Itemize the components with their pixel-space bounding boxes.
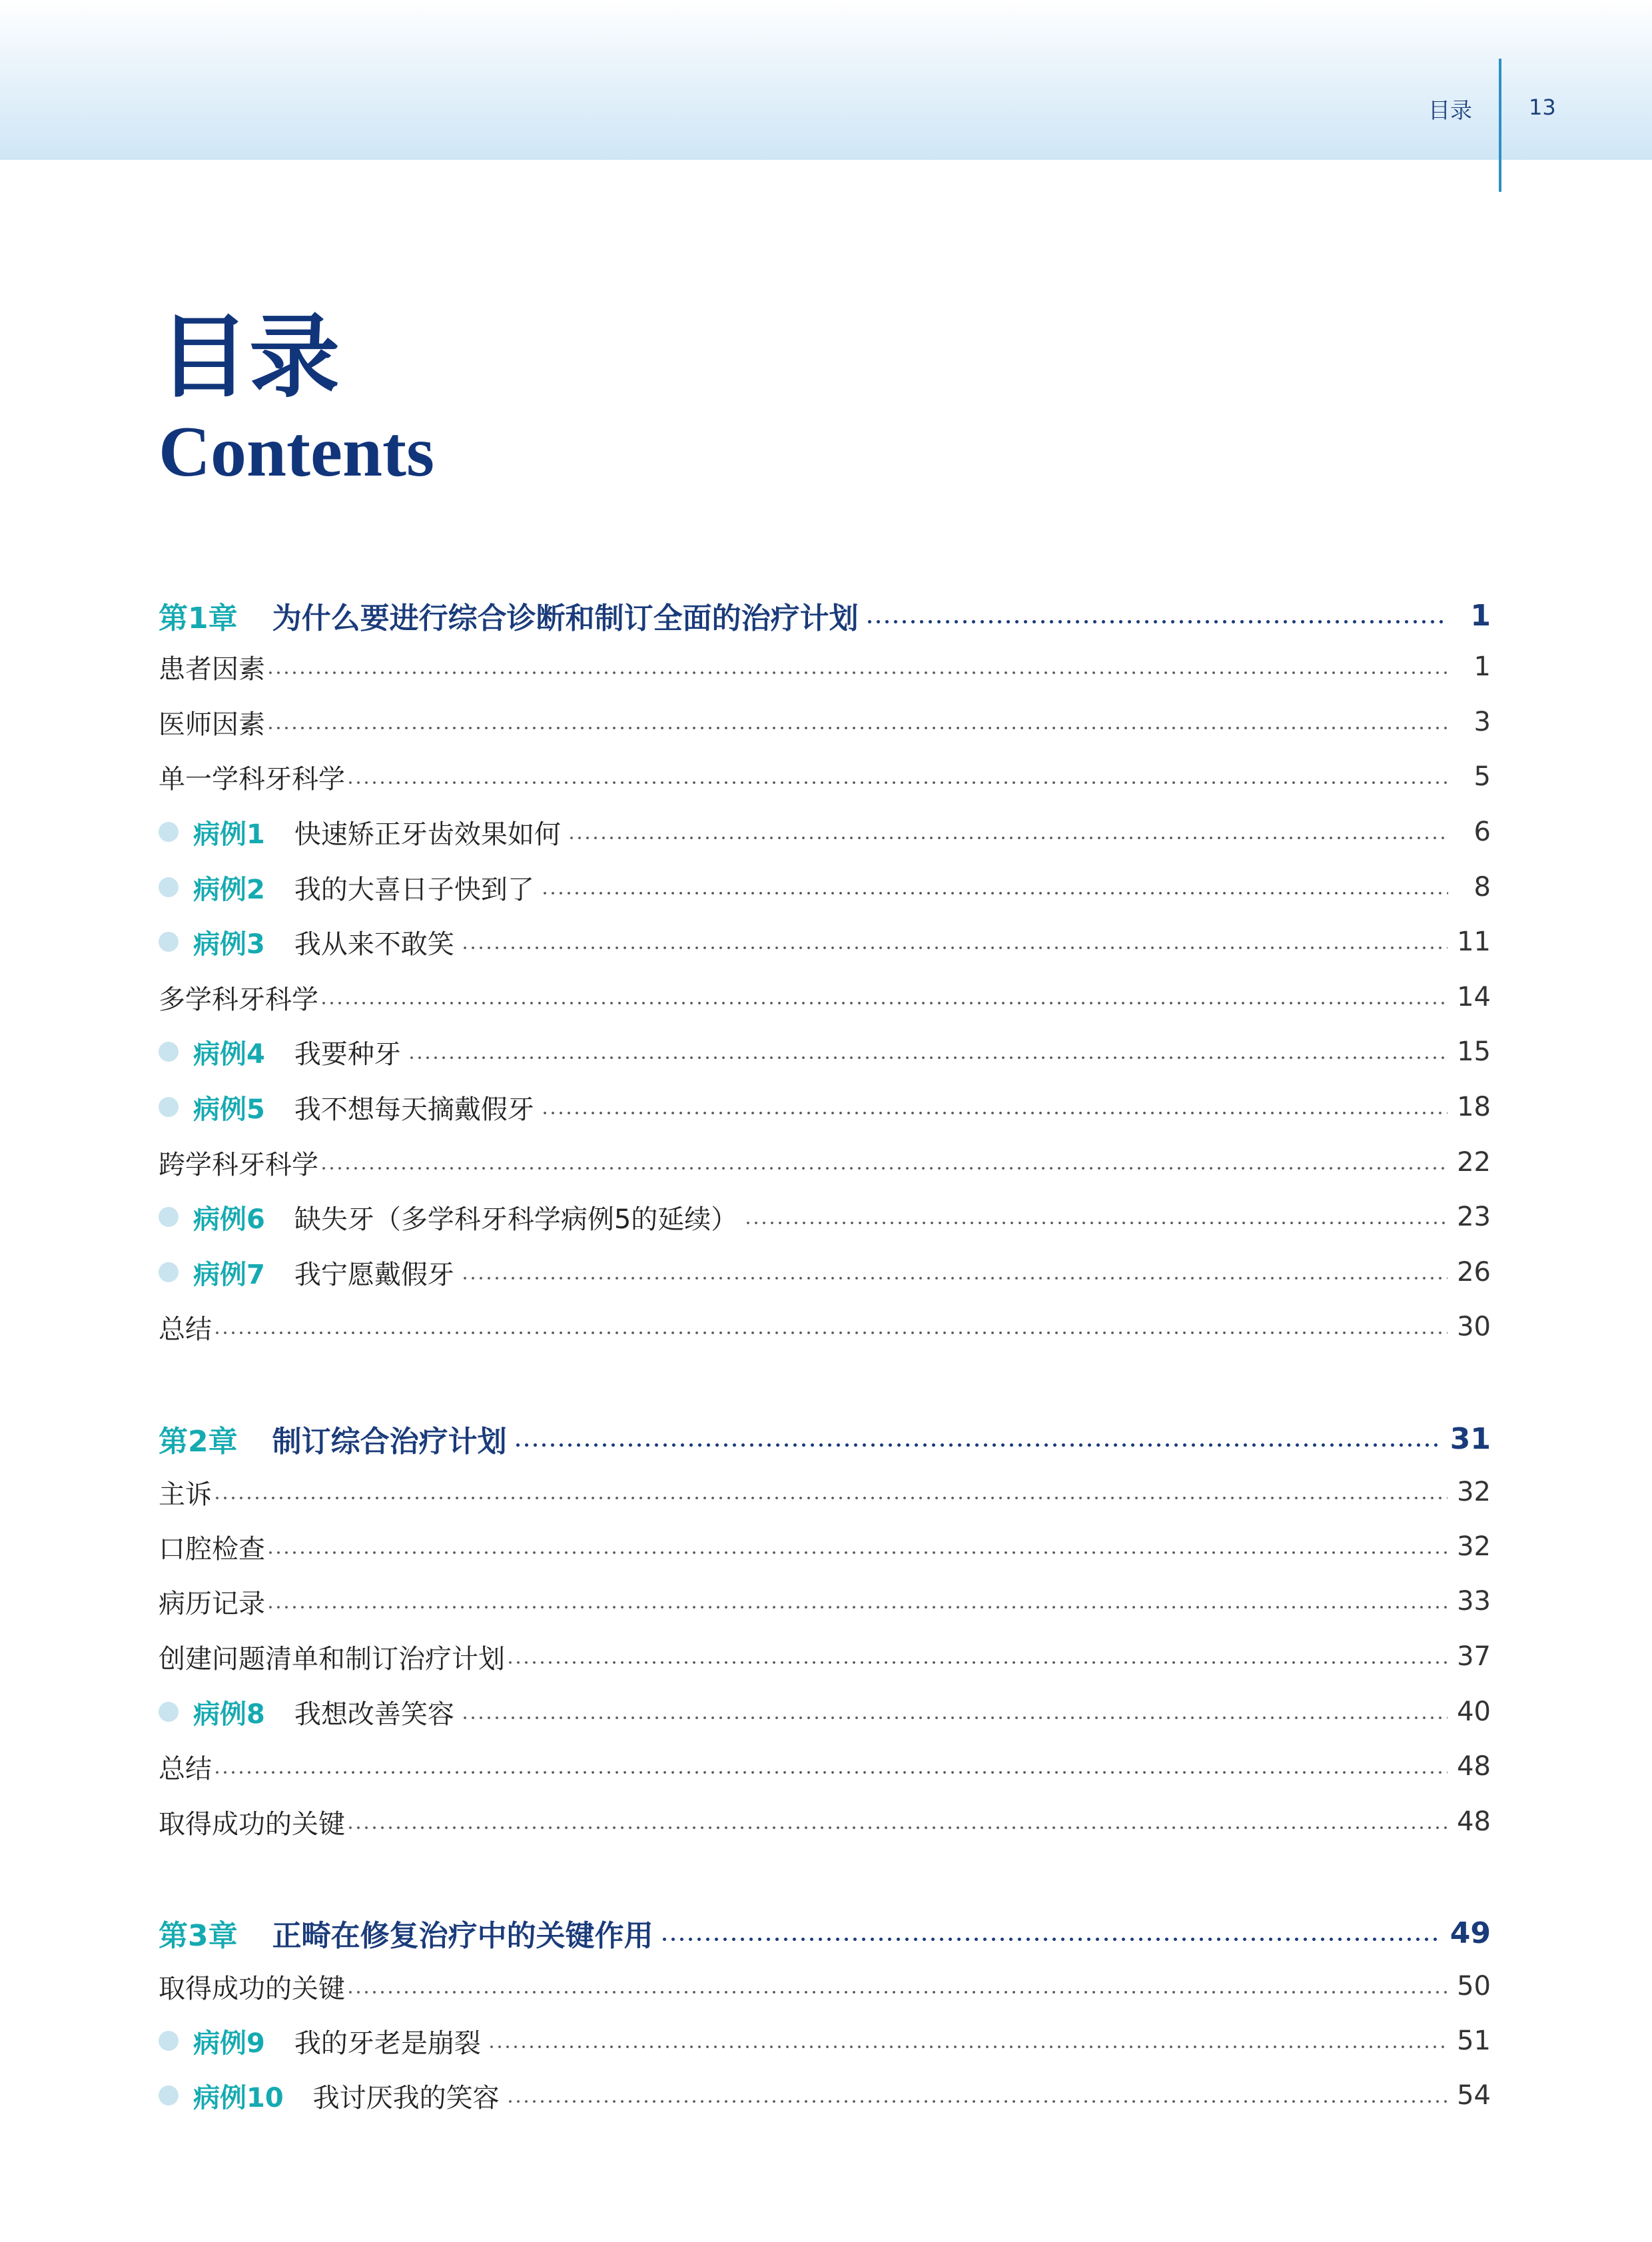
toc-title: 医师因素 (159, 709, 265, 740)
dot-leader (320, 1167, 1447, 1170)
dot-leader (266, 1551, 1447, 1554)
toc-case[interactable] (159, 812, 1491, 852)
dot-leader (506, 1661, 1447, 1664)
toc-entry[interactable] (159, 1581, 1491, 1621)
toc-page-number: 23 (1457, 1202, 1491, 1232)
dot-leader (346, 1826, 1447, 1829)
dot-leader (865, 620, 1448, 623)
header-band (0, 0, 1652, 160)
toc-number: 病例9 (193, 2028, 265, 2059)
toc-case[interactable] (159, 1197, 1491, 1237)
dot-leader (541, 892, 1448, 895)
toc-page-number: 14 (1457, 982, 1491, 1012)
page-title-english: Contents (159, 412, 435, 492)
bullet-icon (159, 2031, 179, 2051)
toc-title: 为什么要进行综合诊断和制订全面的治疗计划 (272, 601, 859, 635)
page-title-chinese: 目录 (159, 304, 340, 410)
toc-chapter[interactable] (159, 595, 1491, 635)
toc-page-number: 26 (1457, 1257, 1491, 1288)
toc-case[interactable] (159, 1252, 1491, 1292)
header-divider (1499, 59, 1501, 192)
toc-title: 缺失牙（多学科牙科学病例5的延续） (294, 1204, 738, 1235)
toc-title: 单一学科牙科学 (159, 763, 345, 795)
toc-entry[interactable] (159, 1637, 1491, 1677)
toc-title: 取得成功的关键 (159, 1973, 345, 2004)
toc-number: 病例8 (193, 1698, 265, 1730)
toc-number: 病例7 (193, 1259, 265, 1290)
dot-leader (266, 1606, 1447, 1609)
toc-chapter[interactable] (159, 1913, 1491, 1953)
dot-leader (461, 1277, 1447, 1280)
dot-leader (320, 1002, 1447, 1004)
toc-title: 多学科牙科学 (159, 984, 318, 1015)
toc-entry[interactable] (159, 1802, 1491, 1842)
dot-leader (506, 2100, 1447, 2103)
toc-page-number: 48 (1457, 1806, 1491, 1837)
toc-entry[interactable] (159, 1527, 1491, 1567)
dot-leader (346, 1991, 1447, 1994)
toc-page-number: 50 (1457, 1971, 1491, 2002)
bullet-icon (159, 2085, 179, 2105)
toc-title: 我的牙老是崩裂 (294, 2028, 481, 2059)
dot-leader (213, 1771, 1447, 1774)
toc-title: 我不想每天摘戴假牙 (294, 1094, 534, 1125)
dot-leader (266, 727, 1448, 729)
dot-leader (744, 1222, 1447, 1224)
toc-number: 病例10 (193, 2082, 284, 2113)
toc-entry[interactable] (159, 757, 1491, 797)
toc-page-number: 31 (1449, 1421, 1491, 1456)
toc-entry[interactable] (159, 977, 1491, 1017)
toc-title: 总结 (159, 1753, 212, 1784)
toc-page-number: 18 (1457, 1092, 1491, 1122)
toc-page-number: 11 (1457, 927, 1491, 957)
toc-page-number: 32 (1457, 1531, 1491, 1562)
toc-page-number: 33 (1457, 1586, 1491, 1617)
bullet-icon (159, 1097, 179, 1117)
toc-case[interactable] (159, 867, 1491, 907)
page-number: 13 (1529, 95, 1556, 120)
toc-number: 病例1 (193, 819, 265, 850)
toc-page-number: 40 (1457, 1696, 1491, 1727)
toc-page-number: 48 (1457, 1751, 1491, 1782)
toc-chapter[interactable] (159, 1419, 1491, 1459)
dot-leader (408, 1056, 1447, 1059)
toc-page-number: 1 (1473, 651, 1491, 682)
bullet-icon (159, 822, 179, 842)
toc-title: 快速矫正牙齿效果如何 (294, 819, 561, 850)
toc-entry[interactable] (159, 1966, 1491, 2006)
toc-page-number: 49 (1449, 1916, 1491, 1950)
toc-entry[interactable] (159, 647, 1491, 687)
dot-leader (514, 1443, 1441, 1447)
toc-case[interactable] (159, 1087, 1491, 1127)
toc-number: 病例2 (193, 874, 265, 905)
toc-title: 我的大喜日子快到了 (294, 874, 534, 905)
toc-number: 病例4 (193, 1038, 265, 1070)
toc-number: 第3章 (159, 1919, 238, 1953)
toc-number: 病例5 (193, 1094, 265, 1125)
toc-number: 病例6 (193, 1204, 265, 1235)
toc-page-number: 5 (1473, 761, 1491, 792)
toc-title: 主诉 (159, 1479, 212, 1510)
toc-entry[interactable] (159, 702, 1491, 742)
bullet-icon (159, 1042, 179, 1062)
toc-title: 病历记录 (159, 1588, 265, 1619)
toc-number: 第2章 (159, 1425, 238, 1459)
dot-leader (568, 837, 1448, 839)
bullet-icon (159, 932, 179, 952)
toc-page-number: 51 (1457, 2026, 1491, 2056)
dot-leader (541, 1112, 1447, 1114)
bullet-icon (159, 1262, 179, 1282)
toc-title: 取得成功的关键 (159, 1808, 345, 1840)
toc-title: 创建问题清单和制订治疗计划 (159, 1643, 505, 1675)
toc-title: 我从来不敢笑 (294, 929, 454, 960)
toc-title: 我讨厌我的笑容 (312, 2082, 500, 2113)
bullet-icon (159, 877, 179, 897)
dot-leader (213, 1331, 1447, 1334)
dot-leader (346, 781, 1448, 784)
dot-leader (213, 1497, 1447, 1499)
dot-leader (488, 2046, 1447, 2048)
toc-entry[interactable] (159, 1142, 1491, 1182)
toc-number: 第1章 (159, 601, 238, 635)
dot-leader (660, 1938, 1441, 1941)
toc-case[interactable] (159, 1692, 1491, 1732)
toc-page-number: 30 (1457, 1311, 1491, 1342)
toc-title: 跨学科牙科学 (159, 1149, 318, 1180)
toc-page-number: 6 (1473, 817, 1491, 847)
toc-case[interactable] (159, 922, 1491, 962)
toc-entry[interactable] (159, 1472, 1491, 1512)
dot-leader (461, 1716, 1447, 1719)
toc-title: 总结 (159, 1313, 212, 1345)
toc-page-number: 32 (1457, 1477, 1491, 1507)
toc-number: 病例3 (193, 929, 265, 960)
dot-leader (266, 671, 1448, 674)
toc-page-number: 3 (1473, 707, 1491, 737)
toc-title: 患者因素 (159, 653, 265, 685)
toc-title: 制订综合治疗计划 (272, 1425, 507, 1459)
toc-page-number: 15 (1457, 1036, 1491, 1067)
toc-page-number: 22 (1457, 1147, 1491, 1178)
toc-case[interactable] (159, 1032, 1491, 1072)
toc-entry[interactable] (159, 1746, 1491, 1786)
toc-title: 口腔检查 (159, 1533, 265, 1565)
toc-page-number: 54 (1457, 2080, 1491, 2111)
toc-title: 正畸在修复治疗中的关键作用 (272, 1919, 653, 1953)
toc-title: 我想改善笑容 (294, 1698, 454, 1730)
running-header-section: 目录 (1428, 97, 1472, 123)
dot-leader (461, 946, 1447, 949)
bullet-icon (159, 1702, 179, 1722)
toc-page-number: 8 (1473, 872, 1491, 903)
toc-page-number: 1 (1470, 598, 1491, 633)
toc-title: 我要种牙 (294, 1038, 401, 1070)
toc-entry[interactable] (159, 1307, 1491, 1347)
toc-page-number: 37 (1457, 1641, 1491, 1672)
toc-case[interactable] (159, 2021, 1491, 2061)
toc-case[interactable] (159, 2075, 1491, 2115)
bullet-icon (159, 1207, 179, 1227)
toc-title: 我宁愿戴假牙 (294, 1259, 454, 1290)
